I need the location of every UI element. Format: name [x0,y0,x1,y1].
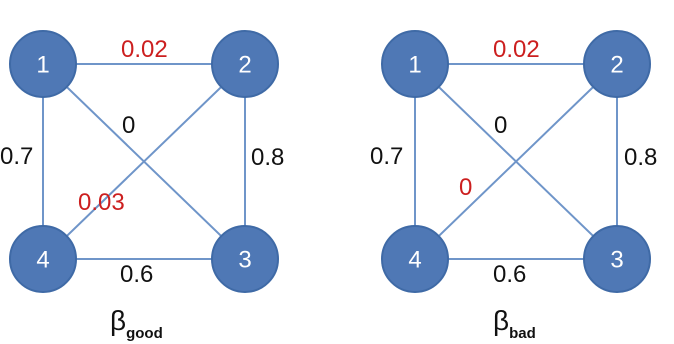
weight-2-4: 0 [459,174,473,201]
weight-1-2: 0.02 [121,36,168,63]
node-3-label: 3 [610,246,624,274]
caption-subscript: good [126,325,163,342]
node-1-label: 1 [408,51,422,79]
weight-1-3: 0 [494,112,508,139]
weight-4-1: 0.7 [370,143,404,170]
graph-bad [370,31,657,342]
node-1-label: 1 [36,51,50,79]
node-4-label: 4 [408,246,422,274]
weight-3-4: 0.6 [493,261,527,288]
weight-1-2: 0.02 [493,36,540,63]
caption-beta-bad [493,305,536,342]
weight-2-3: 0.8 [624,144,658,171]
weight-1-3: 0 [122,112,136,139]
weight-2-4: 0.03 [78,189,125,216]
node-2-label: 2 [610,51,624,79]
caption-symbol: β [110,305,127,336]
caption-beta-good [110,305,163,342]
node-3-label: 3 [238,246,252,274]
weight-2-3: 0.8 [251,144,285,171]
node-2-label: 2 [238,51,252,79]
graph-good [0,31,284,342]
weight-4-1: 0.7 [0,143,34,170]
caption-symbol: β [493,305,510,336]
weight-3-4: 0.6 [120,261,154,288]
node-4-label: 4 [36,246,50,274]
caption-subscript: bad [509,325,536,342]
